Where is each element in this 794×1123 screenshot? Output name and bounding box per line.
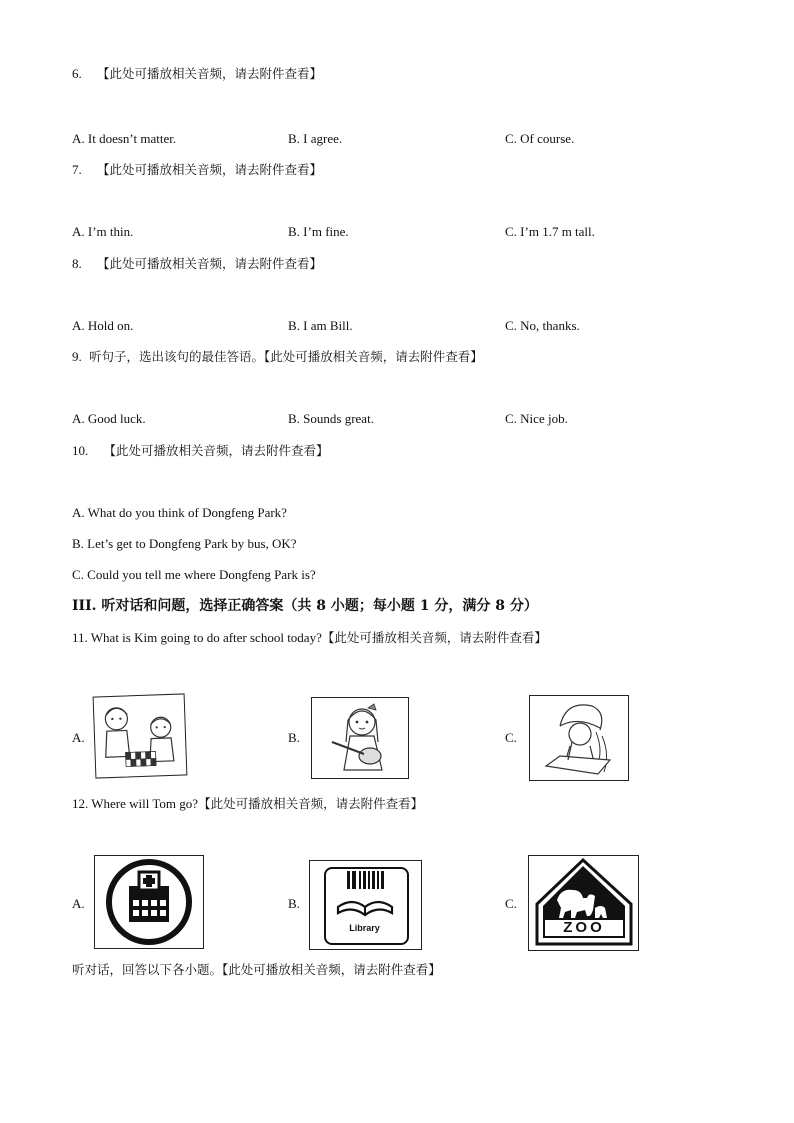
question-number: 6. [72,66,82,81]
option-c: C. Of course. [505,131,575,146]
option-c-label: C. [505,730,517,745]
question-9 [72,349,483,365]
library-sign [309,860,422,950]
option-c: C. Nice job. [505,411,568,426]
option-b: B. Sounds great. [288,411,374,426]
option-a: A. It doesn’t matter. [72,131,177,146]
audio-note: 【此处可播放相关音频，请去附件查看】 [264,349,483,364]
audio-note: 【此处可播放相关音频，请去附件查看】 [103,443,329,458]
option-b: B. Let’s get to Dongfeng Park by bus, OK? [72,536,297,551]
audio-note: 【此处可播放相关音频，请去附件查看】 [198,796,424,811]
option-b-label: B. [288,896,300,911]
question-number: 9. [72,349,82,364]
hospital-sign [94,855,204,949]
audio-note: 【此处可播放相关音频，请去附件查看】 [97,66,323,81]
question-11 [72,630,547,646]
question-prompt: 听句子，选出该句的最佳答语。 [89,349,265,364]
question-number: 8. [72,256,82,271]
option-c: C. Could you tell me where Dongfeng Park is? [72,567,316,582]
question-6 [72,66,322,82]
dialogue-prompt-line [72,962,441,978]
option-a-label: A. [72,896,85,911]
audio-note: 【此处可播放相关音频，请去附件查看】 [222,962,441,977]
audio-note: 【此处可播放相关音频，请去附件查看】 [97,162,323,177]
option-b: B. I’m fine. [288,224,349,239]
zoo-sign [528,855,639,951]
question-8 [72,256,322,272]
zoo-label: ZOO [563,919,605,936]
option-b-label: B. [288,730,300,745]
question-text: 12. Where will Tom go? [72,796,199,811]
library-label: Library [349,923,380,933]
option-c-label: C. [505,896,517,911]
option-a: A. What do you think of Dongfeng Park? [72,505,287,520]
guitar-picture [311,697,409,779]
option-a-label: A. [72,730,85,745]
audio-note: 【此处可播放相关音频，请去附件查看】 [97,256,323,271]
dialogue-prompt: 听对话，回答以下各小题。 [72,962,223,977]
option-a: A. Hold on. [72,318,134,333]
question-12 [72,796,423,812]
chess-picture [93,693,188,778]
option-a: A. Good luck. [72,411,146,426]
question-number: 10. [72,443,89,458]
question-number: 7. [72,162,82,177]
writing-picture [529,695,629,781]
question-text: 11. What is Kim going to do after school today? [72,630,322,645]
option-b: B. I agree. [288,131,343,146]
option-c: C. No, thanks. [505,318,580,333]
audio-note: 【此处可播放相关音频，请去附件查看】 [321,630,547,645]
section-heading: III. 听对话和问题，选择正确答案（共 8 小题；每小题 1 分，满分 8 分） [72,598,538,614]
option-b: B. I am Bill. [288,318,353,333]
question-7 [72,162,322,178]
question-10 [72,443,329,459]
option-c: C. I’m 1.7 m tall. [505,224,595,239]
option-a: A. I’m thin. [72,224,134,239]
